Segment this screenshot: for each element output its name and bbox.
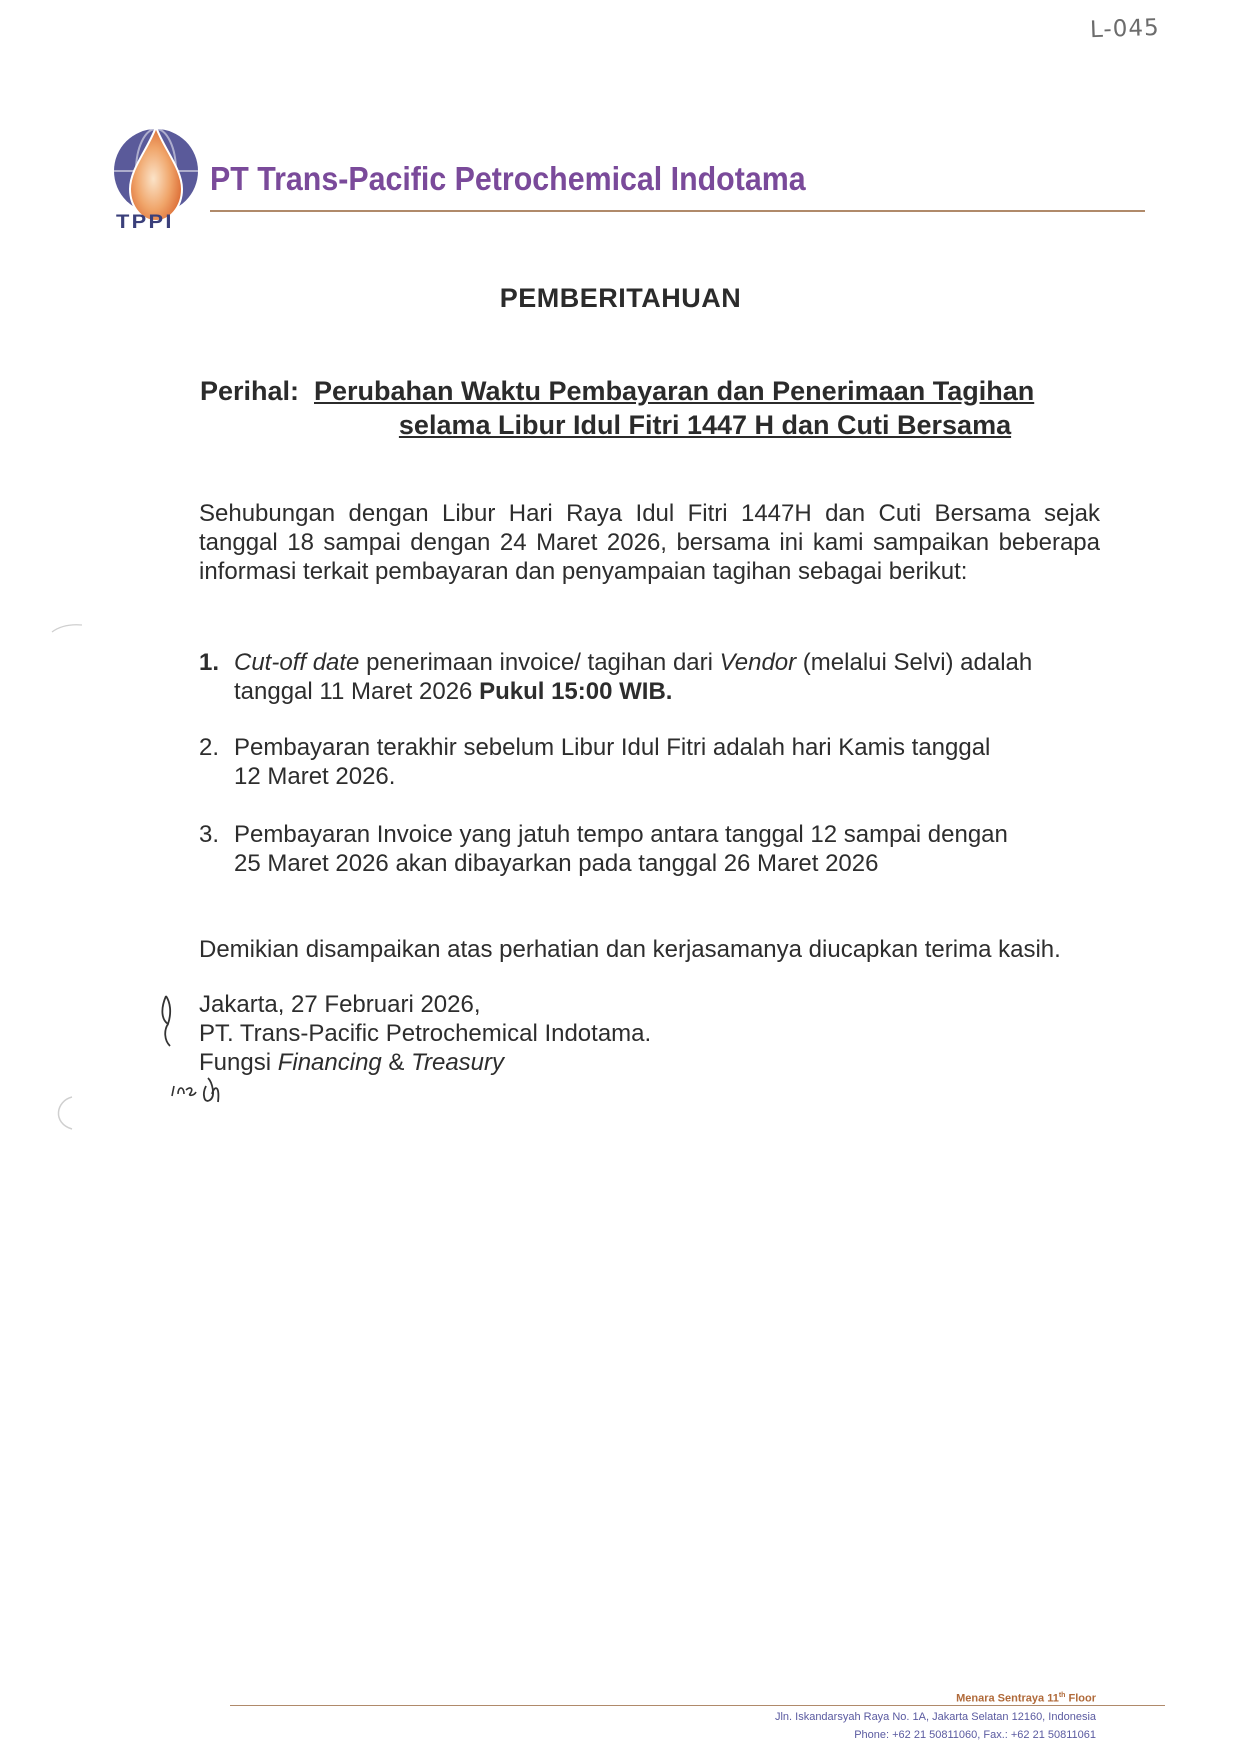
signature-department [199, 1048, 651, 1077]
signature-block [199, 990, 651, 1077]
signature-company: PT. Trans-Pacific Petrochemical Indotama. [199, 1020, 652, 1047]
footer-street: Jln. Iskandarsyah Raya No. 1A, Jakarta Selatan 12160, Indonesia [774, 1710, 1096, 1723]
treasury-term: Treasury [411, 1049, 505, 1076]
handwritten-initials-icon [150, 990, 240, 1110]
intro-paragraph: Sehubungan dengan Libur Hari Raya Idul Fitri 1447H dan Cuti Bersama sejak tanggal 18 sampai dengan 24 Maret 2026, bersama ini kami sampaikan beberapa informasi terkait pembayaran dan penyampaian tagihan sebagai berikut: [199, 500, 1100, 585]
document-title: PEMBERITAHUAN [499, 283, 742, 313]
list-item-line: 12 Maret 2026. [234, 763, 396, 790]
footer-floor-word: Floor [1065, 1692, 1096, 1705]
cutoff-date-term: Cut-off date [234, 649, 360, 676]
handwritten-doc-code: L-045 [1089, 14, 1161, 44]
subject-line-2: selama Libur Idul Fitri 1447 H dan Cuti Bersama [398, 410, 1012, 440]
scan-artifact-mark [48, 1095, 78, 1131]
list-item-line: 25 Maret 2026 akan dibayarkan pada tanggal 26 Maret 2026 [234, 850, 879, 877]
list-number: 3. [199, 821, 220, 848]
footer-building [775, 1687, 1096, 1708]
closing-paragraph: Demikian disampaikan atas perhatian dan kerjasamanya diucapkan terima kasih. [199, 936, 1061, 963]
subject-line-1: Perubahan Waktu Pembayaran dan Penerimaan Tagihan [314, 376, 1035, 406]
text-fragment: (melalui Selvi) adalah tanggal 11 Maret 2026 [234, 649, 1033, 705]
list-item-line: Pembayaran terakhir sebelum Libur Idul Fitri adalah hari Kamis tanggal [234, 734, 991, 761]
subject-label: Perihal: [200, 376, 300, 406]
footer-floor-number: 11 [1047, 1692, 1059, 1705]
company-name-header: PT Trans-Pacific Petrochemical Indotama [210, 160, 806, 197]
text-fragment: penerimaan invoice/ tagihan dari [359, 649, 720, 676]
list-number: 1. [199, 649, 220, 676]
cutoff-time: Pukul 15:00 WIB. [479, 678, 673, 705]
list-item-line: Pembayaran Invoice yang jatuh tempo antara tanggal 12 sampai dengan [234, 821, 1008, 848]
header-divider [210, 210, 1145, 212]
footer-phone: Phone: +62 21 50811060, Fax.: +62 21 50811061 [854, 1728, 1096, 1741]
list-item-text [234, 733, 1104, 791]
footer-address [775, 1687, 1096, 1744]
footer-floor-suffix: th [1058, 1692, 1066, 1699]
scan-artifact-mark [50, 622, 84, 634]
logo-wordmark: TPPI [116, 212, 174, 233]
text-fragment: & [381, 1049, 412, 1076]
list-number: 2. [199, 734, 220, 761]
financing-term: Financing [277, 1049, 382, 1076]
text-fragment: Fungsi [199, 1049, 278, 1076]
list-item-text [234, 648, 1104, 706]
footer-building-name: Menara Sentraya [956, 1692, 1045, 1705]
place-date: Jakarta, 27 Februari 2026, [199, 991, 481, 1018]
vendor-term: Vendor [719, 649, 797, 676]
list-item-text [234, 820, 1104, 878]
